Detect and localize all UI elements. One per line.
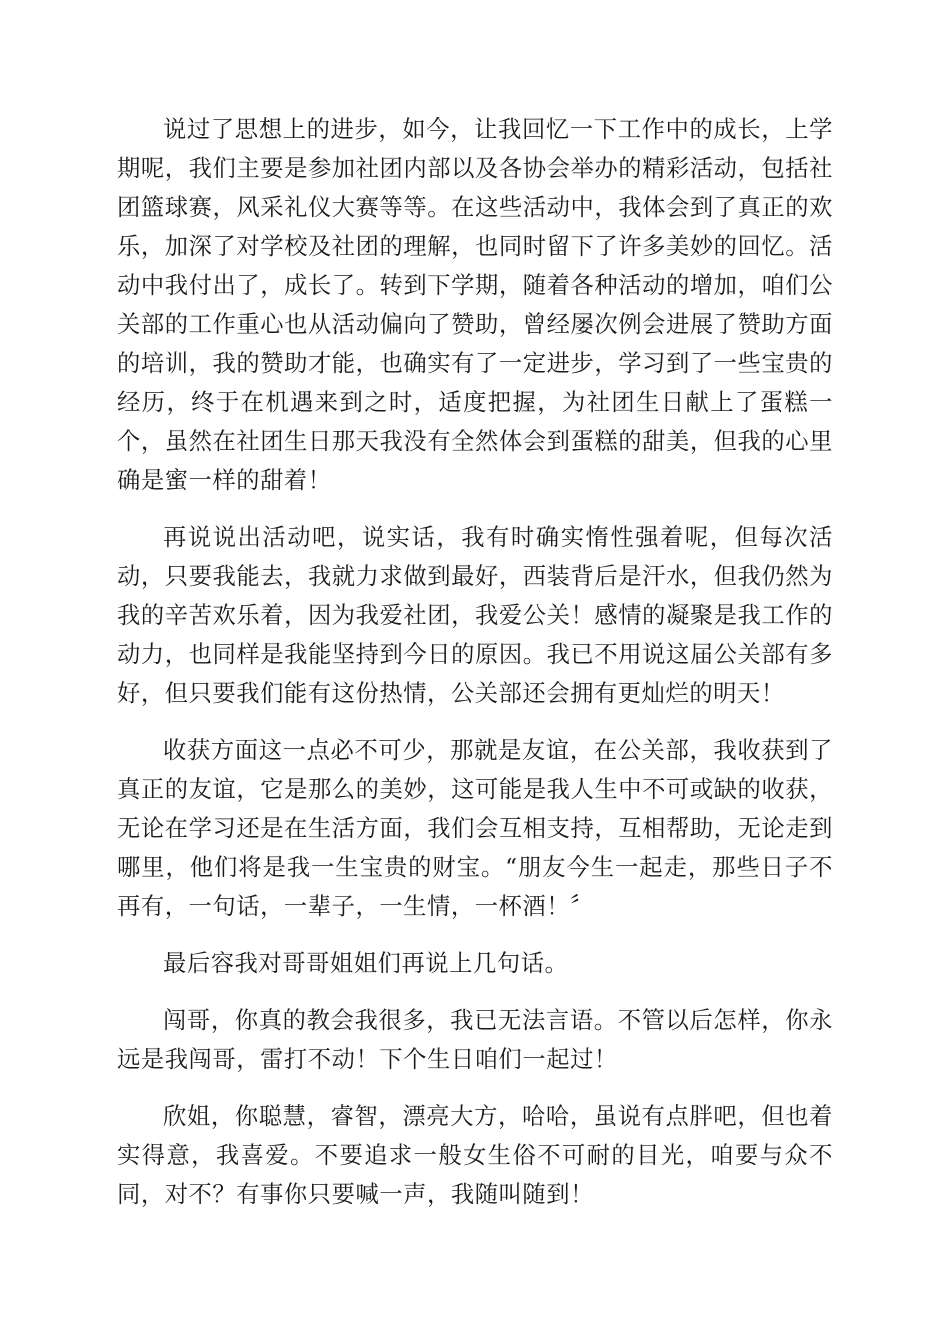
document-body: [117, 110, 833, 1232]
paragraph-activities: 再说说出活动吧，说实话，我有时确实惰性强着呢，但每次活动，只要我能去，我就力求做到最好，西装背后是汗水，但我仍然为我的辛苦欢乐着，因为我爱社团，我爱公关！感情的凝聚是我工作的动力，也同样是我能坚持到今日的原因。我已不用说这届公关部有多好，但只要我们能有这份热情，公关部还会拥有更灿烂的明天！: [117, 524, 833, 707]
paragraph-friendship: 收获方面这一点必不可少，那就是友谊，在公关部，我收获到了真正的友谊，它是那么的美妙，这可能是我人生中不可或缺的收获，无论在学习还是在生活方面，我们会互相支持，互相帮助，无论走到哪里，他们将是我一生宝贵的财宝。“朋友今生一起走，那些日子不再有，一句话，一辈子，一生情，一杯酒！〞: [117, 737, 833, 920]
paragraph-to-brother: 闯哥，你真的教会我很多，我已无法言语。不管以后怎样，你永远是我闯哥，雷打不动！下个生日咱们一起过！: [117, 1007, 833, 1073]
paragraph-to-sister: 欣姐，你聪慧，睿智，漂亮大方，哈哈，虽说有点胖吧，但也着实得意，我喜爱。不要追求一般女生俗不可耐的目光，咱要与众不同，对不？有事你只要喊一声，我随叫随到！: [117, 1103, 833, 1208]
paragraph-closing-intro: 最后容我对哥哥姐姐们再说上几句话。: [163, 950, 569, 977]
paragraph-progress-at-work: 说过了思想上的进步，如今，让我回忆一下工作中的成长，上学期呢，我们主要是参加社团内部以及各协会举办的精彩活动，包括社团篮球赛，风采礼仪大赛等等。在这些活动中，我体会到了真正的欢乐，加深了对学校及社团的理解，也同时留下了许多美妙的回忆。活动中我付出了，成长了。转到下学期，随着各种活动的增加，咱们公关部的工作重心也从活动偏向了赞助，曾经屡次例会进展了赞助方面的培训，我的赞助才能，也确实有了一定进步，学习到了一些宝贵的经历，终于在机遇来到之时，适度把握，为社团生日献上了蛋糕一个，虽然在社团生日那天我没有全然体会到蛋糕的甜美，但我的心里确是蜜一样的甜着！: [117, 116, 833, 494]
